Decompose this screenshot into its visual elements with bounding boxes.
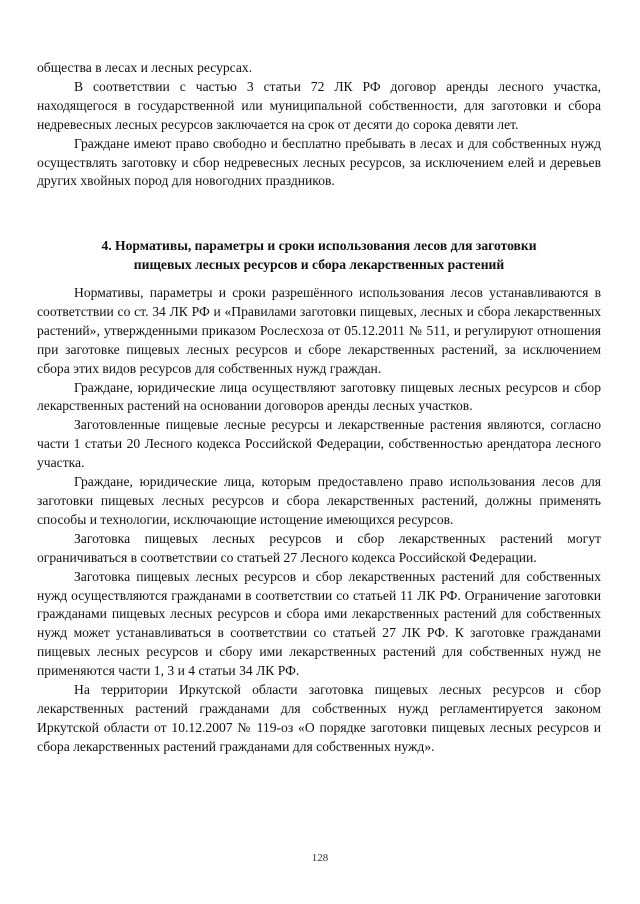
paragraph-lease-basis: Граждане, юридические лица осуществляют заготовку пищевых лесных ресурсов и сбор лекарственных растений на основании договоров аренды лесных участков. xyxy=(37,379,601,414)
paragraph-lease-term: В соответствии с частью 3 статьи 72 ЛК РФ договор аренды лесного участка, находящегося в государственной или муниципальной собственности, для заготовки и сбора недревесных лесных ресурсов заключается на срок от десяти до сорока девяти лет. xyxy=(37,78,601,132)
paragraph-citizens-rights: Граждане имеют право свободно и бесплатно пребывать в лесах и для собственных нужд осуществлять заготовку и сбор недревесных лесных ресурсов, за исключением елей и деревьев других хвойных пород для новогодних праздников. xyxy=(37,135,601,189)
paragraph-ownership: Заготовленные пищевые лесные ресурсы и лекарственные растения являются, согласно части 1 статьи 20 Лесного кодекса Российской Федерации, собственностью арендатора лесного участка. xyxy=(37,417,601,471)
paragraph-continued: общества в лесах и лесных ресурсах. xyxy=(37,60,253,75)
main-text-block xyxy=(37,284,601,757)
section-heading-line-1: 4. Нормативы, параметры и сроки использования лесов для заготовки xyxy=(101,238,537,253)
paragraph-personal-needs: Заготовка пищевых лесных ресурсов и сбор лекарственных растений для собственных нужд осуществляются гражданами в соответствии со статьей 11 ЛК РФ. Ограничение заготовки гражданами пищевых лесных ресурсов и сбора ими лекарственных растений для собственных нужд может устанавливаться в соответствии со статьей 27 ЛК РФ. К заготовке гражданами пищевых лесных ресурсов и сбору ими лекарственных растений для собственных нужд не применяются части 1, 3 и 4 статьи 34 ЛК РФ. xyxy=(37,568,601,679)
section-heading-line-2: пищевых лесных ресурсов и сбора лекарственных растений xyxy=(133,257,505,272)
section-heading xyxy=(37,236,601,274)
paragraph-norms: Нормативы, параметры и сроки разрешённого использования лесов устанавливаются в соответствии со ст. 34 ЛК РФ и «Правилами заготовки пищевых, лесных и сбора лекарственных растений», утвержденными приказом Рослесхоза от 05.12.2011 № 511, и регулируют отношения при заготовке пищевых лесных ресурсов и сборе лекарственных растений, за исключением сбора этих видов ресурсов для собственных нужд граждан. xyxy=(37,285,601,376)
paragraph-irkutsk-law: На территории Иркутской области заготовка пищевых лесных ресурсов и сбор лекарственных растений гражданами для собственных нужд регламентируется законом Иркутской области от 10.12.2007 № 119-оз «О порядке заготовки пищевых лесных ресурсов и сбора лекарственных растений гражданами для собственных нужд». xyxy=(37,682,601,754)
paragraph-restrictions: Заготовка пищевых лесных ресурсов и сбор лекарственных растений могут ограничиваться в соответствии со статьей 27 Лесного кодекса Российской Федерации. xyxy=(37,530,601,565)
top-text-block xyxy=(37,59,601,191)
paragraph-methods: Граждане, юридические лица, которым предоставлено право использования лесов для заготовки пищевых лесных ресурсов и сбора лекарственных растений, должны применять способы и технологии, исключающие истощение имеющихся ресурсов. xyxy=(37,474,601,527)
page-number: 128 xyxy=(311,852,329,864)
